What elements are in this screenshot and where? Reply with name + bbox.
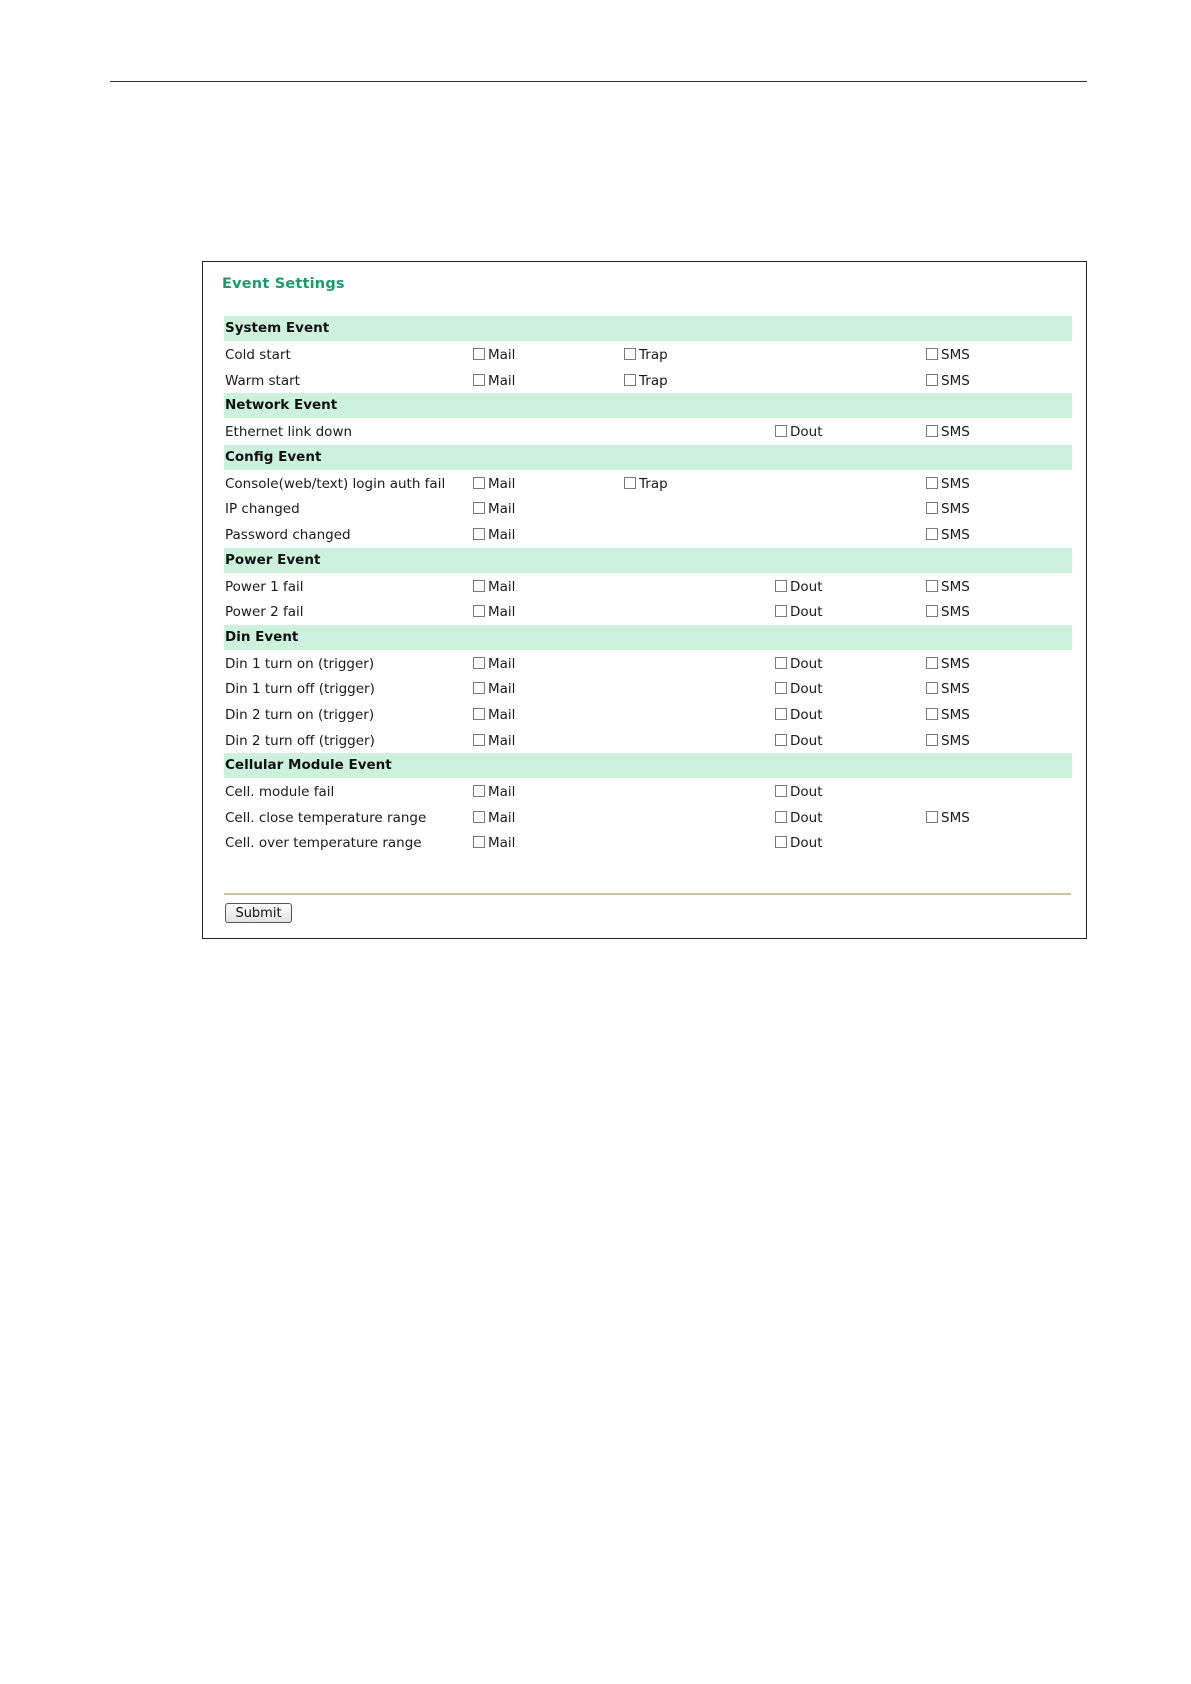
event-settings-panel [202,261,1087,939]
dout-option[interactable] [775,810,823,826]
sms-label: SMS [941,347,970,363]
trap-checkbox[interactable] [624,348,636,360]
trap-checkbox[interactable] [624,477,636,489]
trap-label: Trap [639,347,668,363]
mail-option[interactable] [473,810,515,826]
event-row [224,419,1072,445]
section-header: Cellular Module Event [224,753,1072,778]
sms-option[interactable] [926,681,970,697]
sms-option[interactable] [926,373,970,389]
sms-option[interactable] [926,810,970,826]
dout-label: Dout [790,681,823,698]
event-row [224,522,1072,548]
section-header: Din Event [224,625,1072,650]
mail-option[interactable] [473,733,515,749]
dout-checkbox[interactable] [775,657,787,669]
mail-checkbox[interactable] [473,836,485,848]
event-row [224,574,1072,600]
event-label: Cell. over temperature range [225,835,422,852]
sms-label: SMS [941,475,970,492]
event-row [224,599,1072,625]
mail-option[interactable] [473,373,515,389]
event-row [224,779,1072,805]
dout-checkbox[interactable] [775,785,787,797]
dout-checkbox[interactable] [775,811,787,823]
mail-checkbox[interactable] [473,477,485,489]
section-header: Config Event [224,445,1072,470]
event-row [224,830,1072,856]
event-row [224,676,1072,702]
mail-option[interactable] [473,579,515,595]
dout-option[interactable] [775,579,823,595]
trap-option[interactable] [624,476,668,492]
dout-label: Dout [790,784,823,801]
event-label: Cell. module fail [225,784,335,801]
sms-option[interactable] [926,527,970,543]
mail-option[interactable] [473,835,515,851]
trap-option[interactable] [624,373,668,389]
sms-option[interactable] [926,733,970,749]
mail-option[interactable] [473,656,515,672]
dout-option[interactable] [775,656,823,672]
mail-option[interactable] [473,707,515,723]
mail-checkbox[interactable] [473,528,485,540]
sms-label: SMS [941,681,970,698]
mail-option[interactable] [473,681,515,697]
event-label: Din 2 turn on (trigger) [225,706,375,723]
panel-title: Event Settings [222,276,345,292]
mail-label: Mail [488,706,516,723]
sms-label: SMS [941,501,970,518]
sms-label: SMS [941,655,970,672]
dout-label: Dout [790,835,823,852]
mail-label: Mail [488,784,516,801]
sms-checkbox[interactable] [926,657,938,669]
event-label: Din 1 turn on (trigger) [225,655,375,672]
sms-option[interactable] [926,604,970,620]
sms-checkbox[interactable] [926,502,938,514]
sms-label: SMS [941,578,970,595]
mail-label: Mail [488,681,516,698]
event-row [224,805,1072,831]
event-row [224,651,1072,677]
mail-label: Mail [488,732,516,749]
event-label: Warm start [225,372,300,389]
sms-option[interactable] [926,707,970,723]
dout-label: Dout [790,732,823,749]
sms-option[interactable] [926,347,970,363]
dout-checkbox[interactable] [775,708,787,720]
event-label: Cell. close temperature range [225,809,427,826]
mail-option[interactable] [473,604,515,620]
sms-checkbox[interactable] [926,528,938,540]
submit-button[interactable]: Submit [225,903,292,923]
dout-checkbox[interactable] [775,682,787,694]
mail-checkbox[interactable] [473,502,485,514]
mail-label: Mail [488,526,516,543]
sms-checkbox[interactable] [926,374,938,386]
dout-option[interactable] [775,835,823,851]
sms-checkbox[interactable] [926,425,938,437]
mail-checkbox[interactable] [473,657,485,669]
section-header: System Event [224,316,1072,341]
event-label: Power 2 fail [225,604,304,621]
page-header-rule [110,81,1087,82]
trap-label: Trap [639,372,668,389]
sms-label: SMS [941,424,970,441]
dout-option[interactable] [775,707,823,723]
sms-label: SMS [941,706,970,723]
mail-label: Mail [488,372,516,389]
mail-option[interactable] [473,347,515,363]
mail-label: Mail [488,347,516,363]
mail-checkbox[interactable] [473,785,485,797]
trap-label: Trap [639,475,668,492]
mail-checkbox[interactable] [473,811,485,823]
dout-label: Dout [790,655,823,672]
mail-option[interactable] [473,527,515,543]
event-label: Ethernet link down [225,424,353,441]
mail-checkbox[interactable] [473,348,485,360]
mail-checkbox[interactable] [473,374,485,386]
event-row [224,496,1072,522]
sms-checkbox[interactable] [926,708,938,720]
sms-label: SMS [941,809,970,826]
dout-option[interactable] [775,681,823,697]
sms-option[interactable] [926,424,970,440]
mail-option[interactable] [473,784,515,800]
trap-option[interactable] [624,347,668,363]
dout-option[interactable] [775,424,823,440]
event-label: IP changed [225,501,300,518]
event-row [224,368,1072,394]
mail-label: Mail [488,809,516,826]
mail-label: Mail [488,655,516,672]
sms-option[interactable] [926,501,970,517]
mail-label: Mail [488,501,516,518]
dout-label: Dout [790,706,823,723]
event-label: Din 2 turn off (trigger) [225,732,375,749]
dout-checkbox[interactable] [775,605,787,617]
event-label: Power 1 fail [225,578,304,595]
event-label: Password changed [225,526,351,543]
mail-checkbox[interactable] [473,605,485,617]
dout-label: Dout [790,809,823,826]
dout-checkbox[interactable] [775,425,787,437]
sms-checkbox[interactable] [926,682,938,694]
mail-checkbox[interactable] [473,682,485,694]
event-settings-table [224,316,1072,856]
section-header: Power Event [224,548,1072,573]
sms-checkbox[interactable] [926,477,938,489]
mail-label: Mail [488,475,516,492]
section-header: Network Event [224,393,1072,418]
sms-label: SMS [941,526,970,543]
sms-checkbox[interactable] [926,734,938,746]
sms-label: SMS [941,604,970,621]
dout-option[interactable] [775,733,823,749]
mail-checkbox[interactable] [473,708,485,720]
sms-option[interactable] [926,579,970,595]
event-row [224,342,1072,368]
sms-checkbox[interactable] [926,348,938,360]
event-label: Din 1 turn off (trigger) [225,681,375,698]
dout-option[interactable] [775,784,823,800]
form-divider [224,893,1071,895]
event-label: Cold start [225,347,291,363]
dout-label: Dout [790,578,823,595]
event-label: Console(web/text) login auth fail [225,475,446,492]
mail-label: Mail [488,835,516,852]
mail-option[interactable] [473,476,515,492]
sms-label: SMS [941,732,970,749]
mail-option[interactable] [473,501,515,517]
dout-checkbox[interactable] [775,836,787,848]
mail-label: Mail [488,578,516,595]
dout-checkbox[interactable] [775,580,787,592]
event-row [224,728,1072,754]
trap-checkbox[interactable] [624,374,636,386]
dout-option[interactable] [775,604,823,620]
event-row [224,471,1072,497]
mail-checkbox[interactable] [473,734,485,746]
event-row [224,702,1072,728]
sms-option[interactable] [926,476,970,492]
dout-checkbox[interactable] [775,734,787,746]
dout-label: Dout [790,424,823,441]
sms-checkbox[interactable] [926,580,938,592]
sms-checkbox[interactable] [926,811,938,823]
mail-checkbox[interactable] [473,580,485,592]
sms-option[interactable] [926,656,970,672]
sms-label: SMS [941,372,970,389]
dout-label: Dout [790,604,823,621]
sms-checkbox[interactable] [926,605,938,617]
mail-label: Mail [488,604,516,621]
